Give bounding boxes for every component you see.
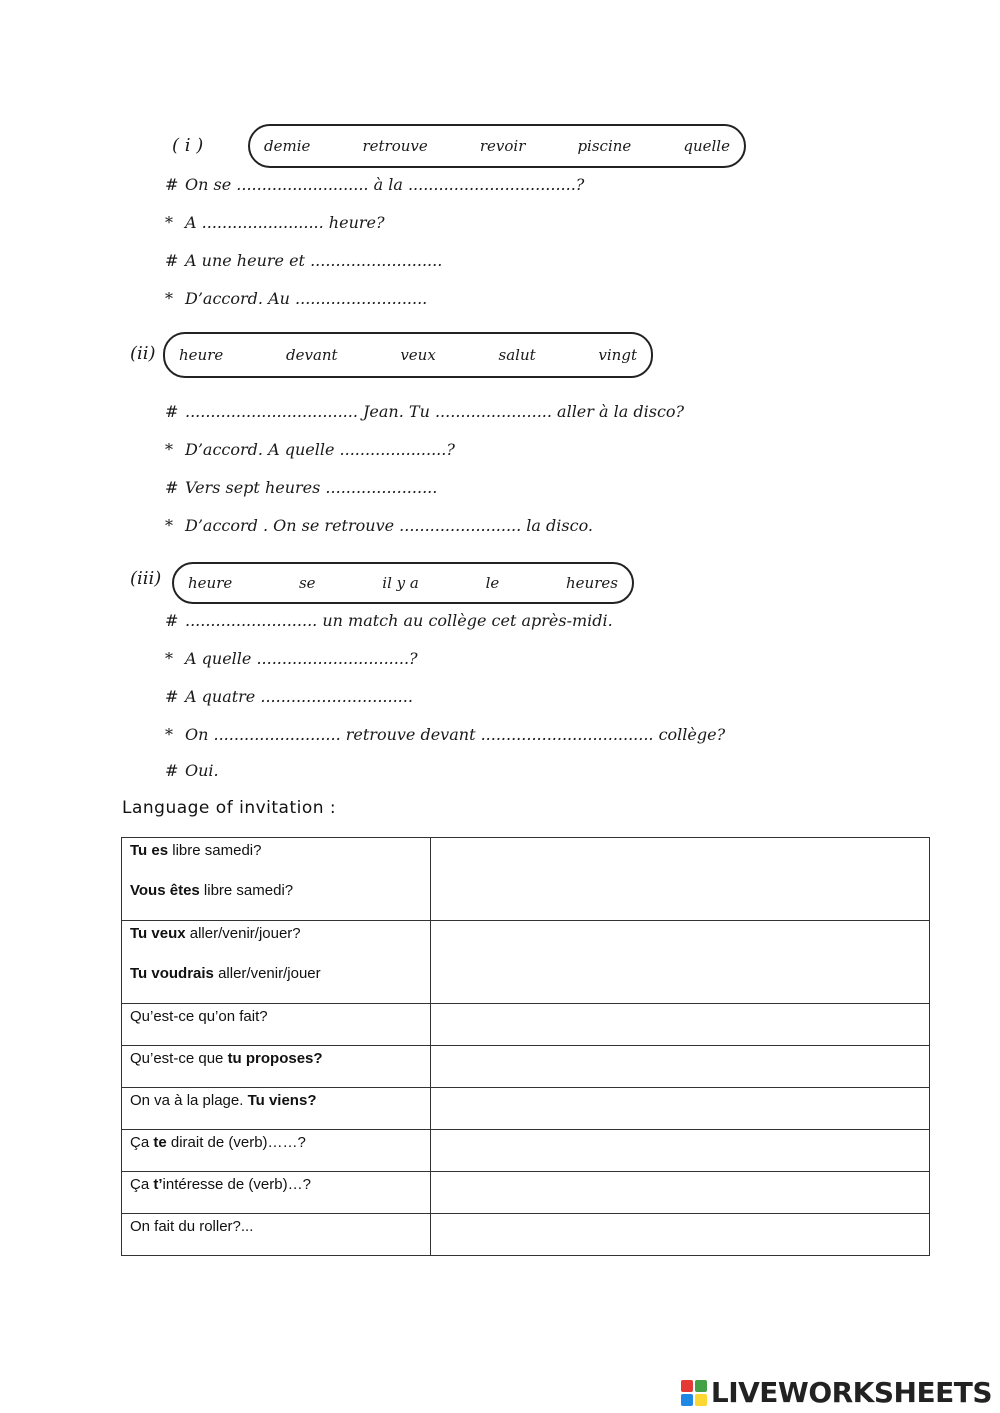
word-bank-item: veux — [400, 346, 436, 364]
dialogue-line: # On se .......................... à la .................................? — [165, 175, 585, 194]
phrase-cell: Tu es libre samedi? Vous êtes libre samedi? — [122, 838, 431, 921]
word-bank-item: salut — [498, 346, 536, 364]
word-bank-item: vingt — [598, 346, 637, 364]
word-bank-item: il y a — [382, 574, 419, 592]
dialogue-line: * D’accord. A quelle .....................? — [165, 440, 455, 459]
phrase-cell: Qu’est-ce qu’on fait? — [122, 1004, 431, 1046]
section-2-label: (ii) — [130, 343, 156, 364]
word-bank-1 — [248, 124, 746, 168]
dialogue-line: # Oui. — [165, 761, 219, 780]
dialogue-line: # .......................... un match au collège cet après-midi. — [165, 611, 613, 630]
word-bank-item: heure — [188, 574, 233, 592]
section-1-label: ( i ) — [172, 135, 204, 156]
answer-cell[interactable] — [431, 1172, 930, 1214]
dialogue-line: # Vers sept heures ...................... — [165, 478, 438, 497]
dialogue-line: * A quelle ..............................? — [165, 649, 418, 668]
answer-cell[interactable] — [431, 921, 930, 1004]
answer-cell[interactable] — [431, 838, 930, 921]
table-row — [122, 1088, 930, 1130]
word-bank-item: devant — [285, 346, 338, 364]
phrase-cell: On fait du roller?... — [122, 1214, 431, 1256]
word-bank-3 — [172, 562, 634, 604]
section-heading: Language of invitation : — [122, 798, 337, 818]
word-bank-item: le — [485, 574, 500, 592]
word-bank-2 — [163, 332, 653, 378]
logo-text: LIVEWORKSHEETS — [710, 1376, 992, 1409]
phrase-cell: Ça te dirait de (verb)……? — [122, 1130, 431, 1172]
dialogue-line: * A ........................ heure? — [165, 213, 385, 232]
dialogue-line: * D’accord . On se retrouve ........................ la disco. — [165, 516, 594, 535]
dialogue-line: # A quatre .............................. — [165, 687, 413, 706]
section-3-label: (iii) — [130, 568, 162, 589]
phrase-cell: Qu’est-ce que tu proposes? — [122, 1046, 431, 1088]
answer-cell[interactable] — [431, 1130, 930, 1172]
word-bank-item: quelle — [683, 137, 730, 155]
answer-cell[interactable] — [431, 1214, 930, 1256]
phrase-cell: On va à la plage. Tu viens? — [122, 1088, 431, 1130]
dialogue-line: * D’accord. Au .......................... — [165, 289, 428, 308]
phrase-cell: Tu veux aller/venir/jouer? Tu voudrais aller/venir/jouer — [122, 921, 431, 1004]
word-bank-item: se — [298, 574, 316, 592]
phrase-cell: Ça t’intéresse de (verb)…? — [122, 1172, 431, 1214]
table-row — [122, 1130, 930, 1172]
invitation-table — [121, 837, 930, 1256]
logo-icon — [681, 1380, 707, 1406]
word-bank-item: piscine — [577, 137, 632, 155]
word-bank-item: revoir — [479, 137, 526, 155]
table-row — [122, 1046, 930, 1088]
dialogue-line: # .................................. Jean. Tu ....................... aller à la disco? — [165, 402, 685, 421]
answer-cell[interactable] — [431, 1088, 930, 1130]
table-row — [122, 1172, 930, 1214]
word-bank-item: heure — [179, 346, 224, 364]
answer-cell[interactable] — [431, 1046, 930, 1088]
dialogue-line: # A une heure et .......................... — [165, 251, 443, 270]
word-bank-item: heures — [566, 574, 618, 592]
table-row — [122, 1214, 930, 1256]
answer-cell[interactable] — [431, 1004, 930, 1046]
word-bank-item: demie — [264, 137, 311, 155]
table-row — [122, 921, 930, 1004]
dialogue-line: * On ......................... retrouve devant .................................. collège? — [165, 725, 726, 744]
table-row — [122, 1004, 930, 1046]
liveworksheets-logo — [681, 1376, 992, 1409]
word-bank-item: retrouve — [362, 137, 428, 155]
table-row — [122, 838, 930, 921]
